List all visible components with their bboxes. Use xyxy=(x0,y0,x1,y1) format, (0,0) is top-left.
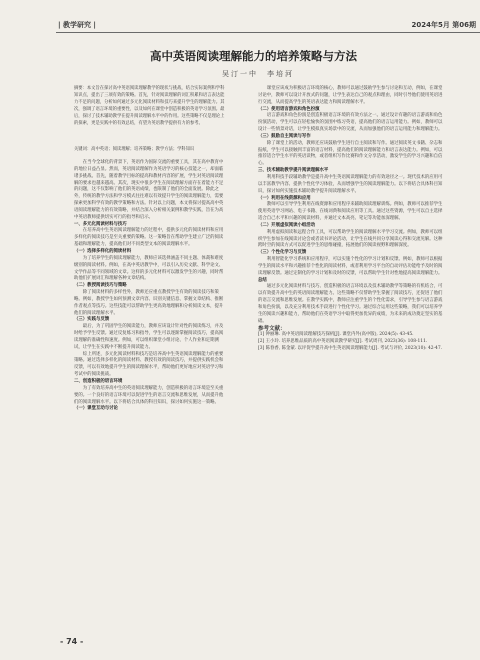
body-paragraph: 最后，为了巩固学生的阅读能力，教师应该设计针对性的阅读练习，并及时给予学生反馈。通过反复练习和指导，学生可以逐渐掌握阅读技巧，提高阅读理解的准确性和速度。例如，可以组织课堂小组讨论、个人作业和定期测试，让学生在实践中不断提升阅读能力。 xyxy=(74,324,224,350)
body-paragraph: 综上所述，多元化阅读材料和技巧是培养高中生英语阅读理解能力的重要策略。通过选择多样化的阅读材料、教授有效的阅读技巧，并提供实践机会和反馈，可以有效地提升学生的阅读理解水平，帮助他们更好地应对英语学习和考试中的阅读挑战。 xyxy=(74,351,224,378)
section-heading: （二）教授阅读技巧与策略 xyxy=(74,283,127,289)
section-heading: （一）选择多样化的阅读材料 xyxy=(74,248,132,254)
body-paragraph: 除了课堂上的活动，教师还应该鼓励学生进行自主阅读和写作。通过阅读英文书籍、杂志和报纸，学生可以接触到丰富的语言材料，提高他们的阅读理解能力和语言表达能力。例如，可以推荐适合学生水平的英语读物，或者组织写作比赛和作文分享活动，激发学生的学习兴趣和自信心。 xyxy=(258,140,443,167)
page-number: - 74 - xyxy=(60,637,84,646)
issue-header: 2024年5月 第06期 xyxy=(411,21,476,29)
section-heading: （三）个性化学习与反馈 xyxy=(258,250,307,256)
references-title: 参考文献： xyxy=(258,325,286,332)
body-paragraph: 通过多元化阅读材料与技巧、创造积极的语言环境以及技术辅助教学等策略的有机结合，可以有效提升高中生的英语阅读理解能力。这些策略不仅帮助学生掌握了阅读技巧，还促进了他们的语言交流和思维发展。在教学实践中，教师应注重学生的个性化需求，引导学生参与语言游戏和角色扮演，以及充分利用技术手段进行个性化学习。通过综合运用这些策略，我们可以培养学生的阅读兴趣和能力，帮助他们在英语学习中取得更加优异的成绩，为未来的成功奠定坚实的基础。 xyxy=(258,284,443,324)
body-paragraph: 除了阅读材料的多样性外，教师还应重点教授学生有效的阅读技巧和策略。例如，教授学生如何预测文章内容、识别关键信息、掌握文章结构、推断作者观点等技巧。这些技能可以帮助学生更高效地理解和分析阅读文本，提升他们的阅读理解水平。 xyxy=(74,290,224,316)
keywords: 关键词：高中英语；阅读理解；培养策略；教学方法；学科知识 xyxy=(74,147,195,152)
body-paragraph: 利用虚拟阅读和远程合作工具，可以帮助学生的阅读理解水平学习交流。例如，教师可以组织学生参加在线阅读讨论会或者读书评论活动，让学生在线共同分享阅读心得和交流见解。这种跨时空的阅读方式可以促进学生的思维碰撞，拓展他们的阅读视野和理解深度。 xyxy=(258,229,443,249)
body-paragraph: 为了有效培养高中生的英语阅读理解能力，创造积极的语言环境是至关重要的。一个良好的语言环境可以促进学生的语言交流和思维发展，从而提升他们的阅读理解水平。以下将结合具体的科目知识，探讨如何实施这一策略。 xyxy=(74,385,224,405)
body-paragraph: 利用智能化学习系统和应用程序，可以实施个性化的学习计划和反馈。例如，教师可以根据学生的阅读水平和兴趣推荐个性化的阅读材料，或者利用学习平台的自动评估功能给予及时的阅读理解反馈。通过定制化的学习计划和及时的反馈，可以帮助学生针对性地提高阅读理解能力。 xyxy=(258,257,443,276)
body-paragraph: 语言游戏和角色扮演是创造积极语言环境的有效方法之一。通过设计有趣的语言游戏和角色扮演活动，学生可以在轻松愉快的氛围中练习英语，提高他们的语言运用能力。例如，教师可以设计一些情景对话，让学生模拟真实场景中的交流，从而加强他们的语言运用能力和理解能力。 xyxy=(258,113,443,133)
abstract: 摘要：本文旨在探讨高中英语阅读理解教学的现状与挑战，结合实际案例和学科知识点，提出了三项有效的策略。首先，针对阅读理解的词汇积累和语言表达能力不足的问题，分析如何通过多元化阅读材料和技巧来提升学生的理解能力。其次，强调了语言环境的重要性，以及如何在课堂中创造积极的英语学习氛围。最后，探讨了技术辅助教学在提升阅读理解水平中的作用。这些策略不仅是理论上的探索，更是实践中的有效总结，有望为英语教学提供有力的参考。 xyxy=(74,86,225,126)
left-column xyxy=(74,160,226,413)
body-paragraph: 为了培养学生的阅读理解能力，教师应该选择涵盖不同主题、体裁和难度级别的阅读材料。例如，在高中英语教学中，可以引入历史文献、科学论文、文学作品等不同领域的文章。这样的多元化材料可以激发学生的兴趣，同时帮助他们扩展词汇和理解各种文章结构。 xyxy=(74,255,224,282)
section-heading: （三）实践与反馈 xyxy=(74,317,110,323)
body-paragraph: 在培养高中生英语阅读理解能力的过程中，提供多元化的阅读材料和应用多样化的阅读技巧是至关重要的策略。这一策略旨在帮助学生建立广泛的阅读基础和理解能力，提高他们对不同类型文本的阅读理解水平。 xyxy=(74,228,224,248)
reference-item: [1] 钟丽琳. 高中英语阅读理解技巧探析[J]. 课堂内外(高中版), 2024(5): 43-45. xyxy=(258,332,414,338)
section-heading: 总结 xyxy=(258,277,267,283)
body-paragraph: 利用科技手段辅助教学是提升高中生英语阅读理解能力的有效途径之一。现代技术的应用可以丰富教学内容、提供个性化学习体验，从而增强学生的阅读理解能力。以下将结合具体科目知识，探讨如何实施技术辅助教学提升阅读理解水平。 xyxy=(258,174,443,194)
section-heading: 一、多元化阅读材料与技巧 xyxy=(74,221,127,227)
section-heading: （二）开展虚拟阅读小组活动 xyxy=(258,222,316,228)
right-column xyxy=(258,86,444,353)
section-header: | 教学研究 | xyxy=(58,21,96,29)
body-paragraph: 课堂应该成为积极语言环境的核心，教师可以通过鼓励学生参与讨论和互动，例如，在课堂讨论中，教师可以设计开放式的问题，让学生表达自己的观点和理由，同时引导他们使用英语进行交流，从而提高学生的英语表达能力和阅读理解水平。 xyxy=(258,86,443,105)
header-divider xyxy=(56,32,480,33)
body-paragraph: 在当今全球化的背景下，英语作为国际交流的重要工具，其在高中教育中的地位日益凸显。然而，英语阅读理解作为英语学习的核心技能之一，却面临诸多挑战。首先，随着教学目标的提高和教材内容的扩展，学生对英语阅读理解的要求也越来越高。其次，现实中很多学生在阅读理解方面存在着能力不足的问题，这不仅影响了他们的英语成绩，也限制了他们的全面发展。除此之外，传统的教学方法和学习模式往往难以有效提升学生的阅读理解能力，需要探索更加科学有效的教学策略和方法。针对以上问题，本文将探讨提高高中英语阅读理解能力的有效策略，并结合深入分析相关案例和教学实践，旨在为高中英语教师提供切实可行的指导和启示。 xyxy=(74,160,224,220)
section-heading: 三、技术辅助教学提升阅读理解水平 xyxy=(258,168,329,174)
reference-item: [3] 陈春香, 陈金蒙. 以评促学提升高中生英语阅读理解能力[J]. 考试与评价, 2023(10): 42-47. xyxy=(258,346,443,352)
section-heading: 二、创造积极的语言环境 xyxy=(74,379,123,384)
paper-authors: 吴汀一中 李培河 xyxy=(222,70,294,78)
section-heading: （二）使用语言游戏和角色扮演 xyxy=(258,106,320,112)
body-paragraph: 教师可以引导学生利用在线资源和应用程序来辅助阅读理解训练。例如，教师可以推荐学生使用英语学习网站、电子书籍、在线词典和阅读应用等工具。通过这些资源，学生可以自主选择适合自己水平和兴趣的阅读材料，并通过文本高亮、笔记等功能加深理解。 xyxy=(258,202,443,222)
section-heading: （三）鼓励自主阅读与写作 xyxy=(258,133,311,139)
section-heading: （一）利用在线资源和应用 xyxy=(258,195,311,201)
reference-item: [2] 王小玲. 培养思维品质的高中英语阅读教学研究[J]. 考试周刊, 2023(36): 108-111. xyxy=(258,339,428,345)
paper-title: 高中英语阅读理解能力的培养策略与方法 xyxy=(150,49,357,63)
section-heading: （一）课堂互动与讨论 xyxy=(74,406,118,412)
